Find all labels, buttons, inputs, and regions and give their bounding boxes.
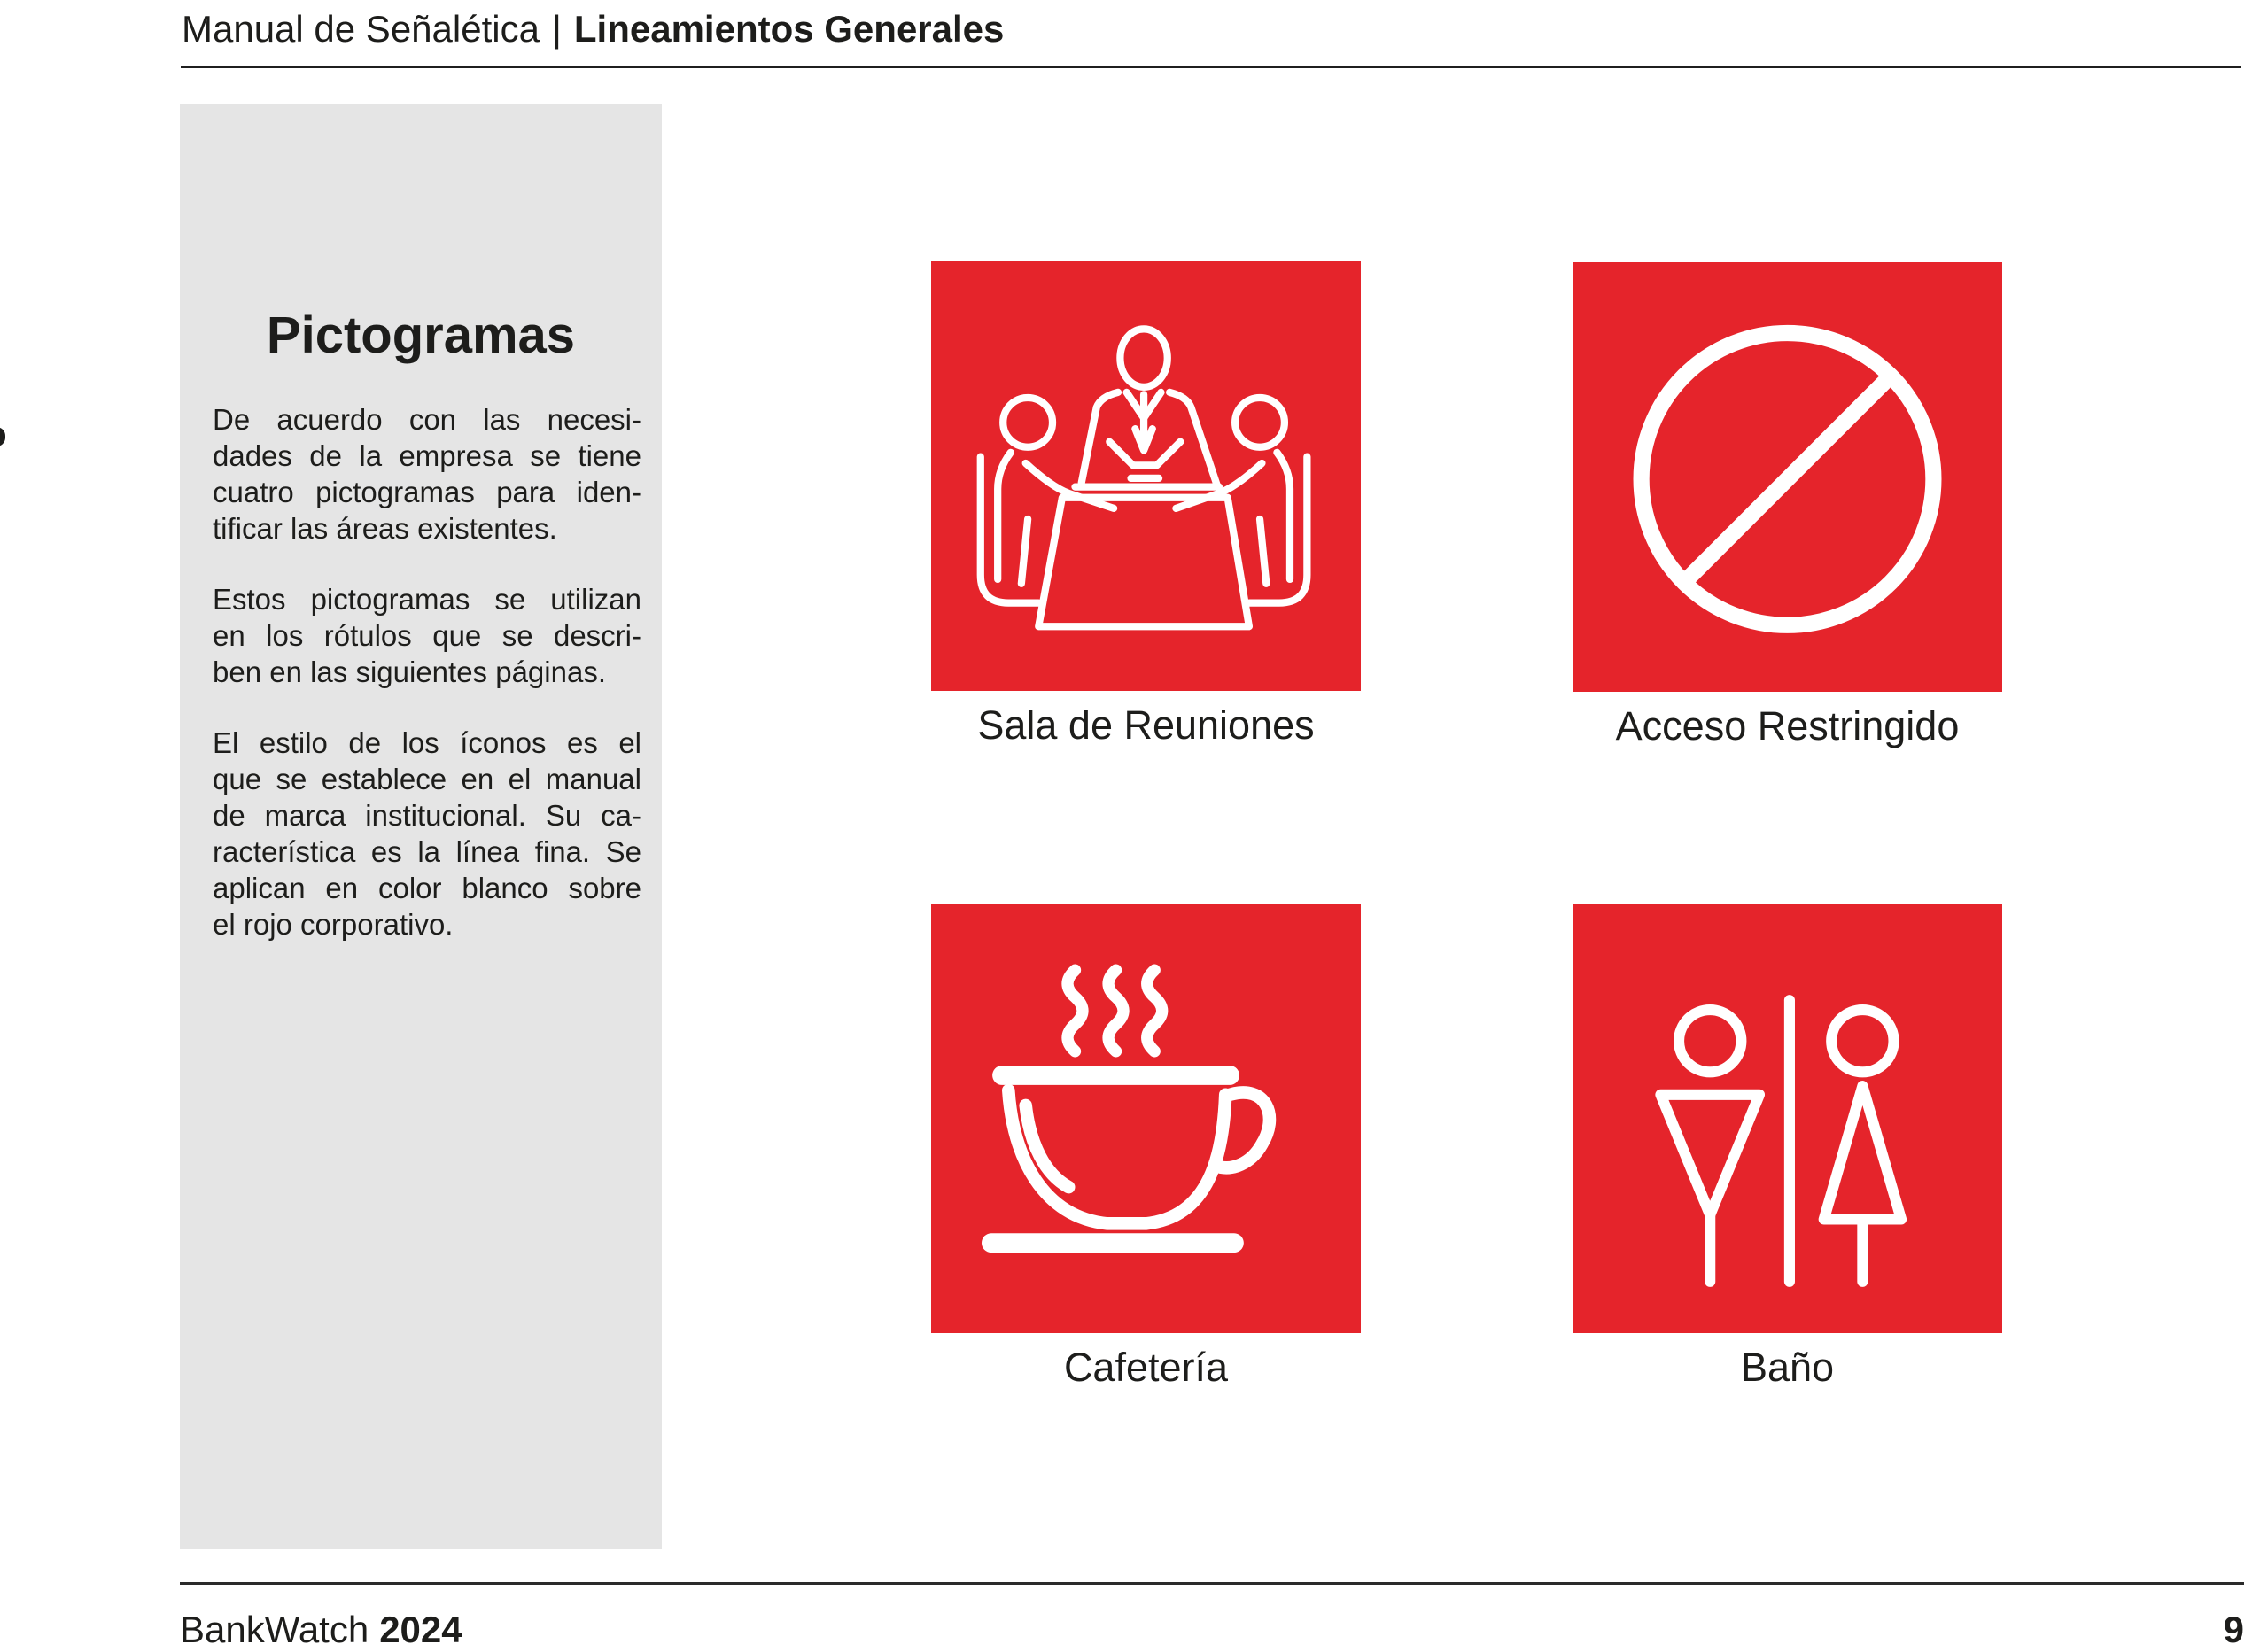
sidebar-paragraph-line: que se establece en el manual <box>213 763 641 795</box>
sidebar-paragraph-line: dades de la empresa se tiene <box>213 439 641 472</box>
sidebar-paragraph-line: de marca institucional. Su ca- <box>213 799 641 832</box>
restroom-icon <box>1573 904 2002 1333</box>
right-person-back <box>1277 453 1290 579</box>
center-torso-left <box>1082 392 1118 483</box>
sidebar <box>180 104 662 1549</box>
page-number: 9 <box>2223 1609 2244 1650</box>
meeting-room-icon <box>931 261 1361 691</box>
male-head <box>1679 1010 1741 1072</box>
header-title-prefix: Manual de Señalética <box>182 8 540 50</box>
sidebar-paragraph-line: aplican en color blanco sobre <box>213 872 641 904</box>
header-rule <box>181 66 2241 68</box>
sidebar-paragraph <box>213 725 641 942</box>
pictogram-card-bathroom <box>1573 904 2002 1422</box>
table-top <box>1038 498 1249 627</box>
steam-line-2 <box>1108 970 1123 1051</box>
sidebar-paragraph-line: en los rótulos que se descri- <box>213 619 641 652</box>
pictogram-card-restricted <box>1573 262 2002 780</box>
pictogram-label: Sala de Reuniones <box>977 702 1315 748</box>
sidebar-paragraph-line: racterística es la línea fina. Se <box>213 835 641 868</box>
center-person-head <box>1120 329 1167 386</box>
sidebar-title: Pictogramas <box>266 306 576 364</box>
pictogram-label: Cafetería <box>1063 1345 1229 1390</box>
pictogram-label: Acceso Restringido <box>1615 703 1960 748</box>
sidebar-paragraph-line: De acuerdo con las necesi- <box>213 403 641 436</box>
footer-rule <box>180 1582 2244 1585</box>
sidebar-paragraph-line: cuatro pictogramas para iden- <box>213 476 641 508</box>
left-person-front <box>1021 519 1028 584</box>
right-person-front <box>1260 519 1266 584</box>
footer-brand-year: 2024 <box>379 1609 462 1650</box>
header-title <box>182 9 1004 50</box>
header-title-emphasis: Lineamientos Generales <box>573 8 1005 50</box>
pictogram-tile-meeting <box>931 261 1361 691</box>
no-entry-icon <box>1573 262 2002 692</box>
male-torso <box>1660 1095 1759 1215</box>
sidebar-paragraph <box>213 581 641 690</box>
steam-line-3 <box>1147 970 1162 1051</box>
pictogram-tile-restricted <box>1573 262 2002 692</box>
sidebar-paragraph <box>213 401 641 547</box>
footer-brand <box>180 1609 462 1651</box>
left-person-head <box>1003 398 1052 447</box>
sidebar-paragraph-line: ben en las siguientes páginas. <box>213 655 606 688</box>
footer-brand-name: BankWatch <box>180 1609 369 1650</box>
female-dress <box>1824 1086 1901 1219</box>
pictogram-label: Baño <box>1740 1345 1835 1390</box>
pictogram-card-meeting <box>931 261 1361 779</box>
pictogram-card-cafeteria <box>931 904 1361 1422</box>
sidebar-paragraphs <box>213 401 641 977</box>
prohibition-slash <box>1684 376 1891 583</box>
sidebar-paragraph-line: El estilo de los íconos es el <box>213 726 641 759</box>
right-person-head <box>1235 398 1285 447</box>
female-head <box>1831 1010 1893 1072</box>
pictogram-tile-bathroom <box>1573 904 2002 1333</box>
sidebar-paragraph-line: el rojo corporativo. <box>213 908 454 941</box>
pictogram-tile-cafeteria <box>931 904 1361 1333</box>
center-torso-right <box>1169 392 1216 485</box>
left-person-back <box>998 453 1011 579</box>
sidebar-paragraph-line: tificar las áreas existentes. <box>213 512 557 545</box>
page-edge-artifact <box>0 427 5 446</box>
sidebar-paragraph-line: Estos pictogramas se utilizan <box>213 583 641 616</box>
steam-line-1 <box>1068 970 1083 1051</box>
header-title-separator: | <box>551 8 562 50</box>
coffee-cup-icon <box>931 904 1361 1333</box>
